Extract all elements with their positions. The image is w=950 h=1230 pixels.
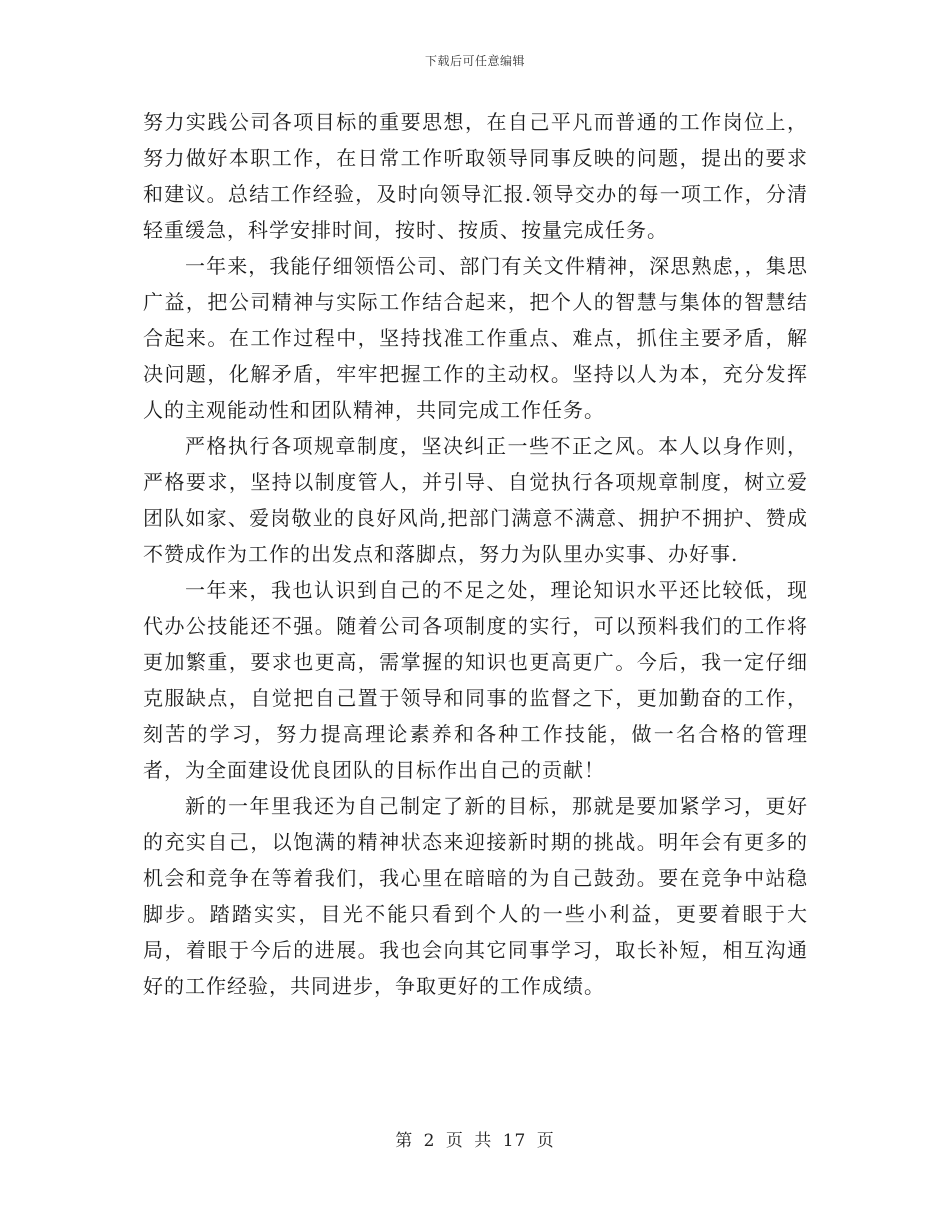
- page-header: 下载后可任意编辑: [424, 54, 525, 68]
- paragraph-1: 努力实践公司各项目标的重要思想，在自己平凡而普通的工作岗位上，努力做好本职工作，在日常工作听取领导同事反映的问题，提出的要求和建议。总结工作经验，及时向领导汇报.领导交办的每一项工作，分清轻重缓急，科学安排时间，按时、按质、按量完成任务。: [143, 110, 808, 242]
- paragraph-3: 严格执行各项规章制度，坚决纠正一些不正之风。本人以身作则，严格要求，坚持以制度管人，并引导、自觉执行各项规章制度，树立爱团队如家、爱岗敬业的良好风尚,把部门满意不满意、拥护不拥护、赞成不赞成作为工作的出发点和落脚点，努力为队里办实事、办好事.: [143, 434, 808, 566]
- paragraph-5: 新的一年里我还为自己制定了新的目标，那就是要加紧学习，更好的充实自己，以饱满的精神状态来迎接新时期的挑战。明年会有更多的机会和竞争在等着我们，我心里在暗暗的为自己鼓劲。要在竞争中站稳脚步。踏踏实实，目光不能只看到个人的一些小利益，更要着眼于大局，着眼于今后的进展。我也会向其它同事学习，取长补短，相互沟通好的工作经验，共同进步，争取更好的工作成绩。: [143, 794, 808, 998]
- page-footer: 第 2 页 共 17 页: [395, 1131, 555, 1151]
- paragraph-4: 一年来，我也认识到自己的不足之处，理论知识水平还比较低，现代办公技能还不强。随着公司各项制度的实行，可以预料我们的工作将更加繁重，要求也更高，需掌握的知识也更高更广。今后，我一定仔细克服缺点，自觉把自己置于领导和同事的监督之下，更加勤奋的工作，刻苦的学习，努力提高理论素养和各种工作技能，做一名合格的管理者，为全面建设优良团队的目标作出自己的贡献！: [143, 578, 808, 782]
- paragraph-2: 一年来，我能仔细领悟公司、部门有关文件精神，深思熟虑，，集思广益，把公司精神与实际工作结合起来，把个人的智慧与集体的智慧结合起来。在工作过程中，坚持找准工作重点、难点，抓住主要矛盾，解决问题，化解矛盾，牢牢把握工作的主动权。坚持以人为本，充分发挥人的主观能动性和团队精神，共同完成工作任务。: [143, 254, 808, 422]
- document-body: [143, 104, 808, 1004]
